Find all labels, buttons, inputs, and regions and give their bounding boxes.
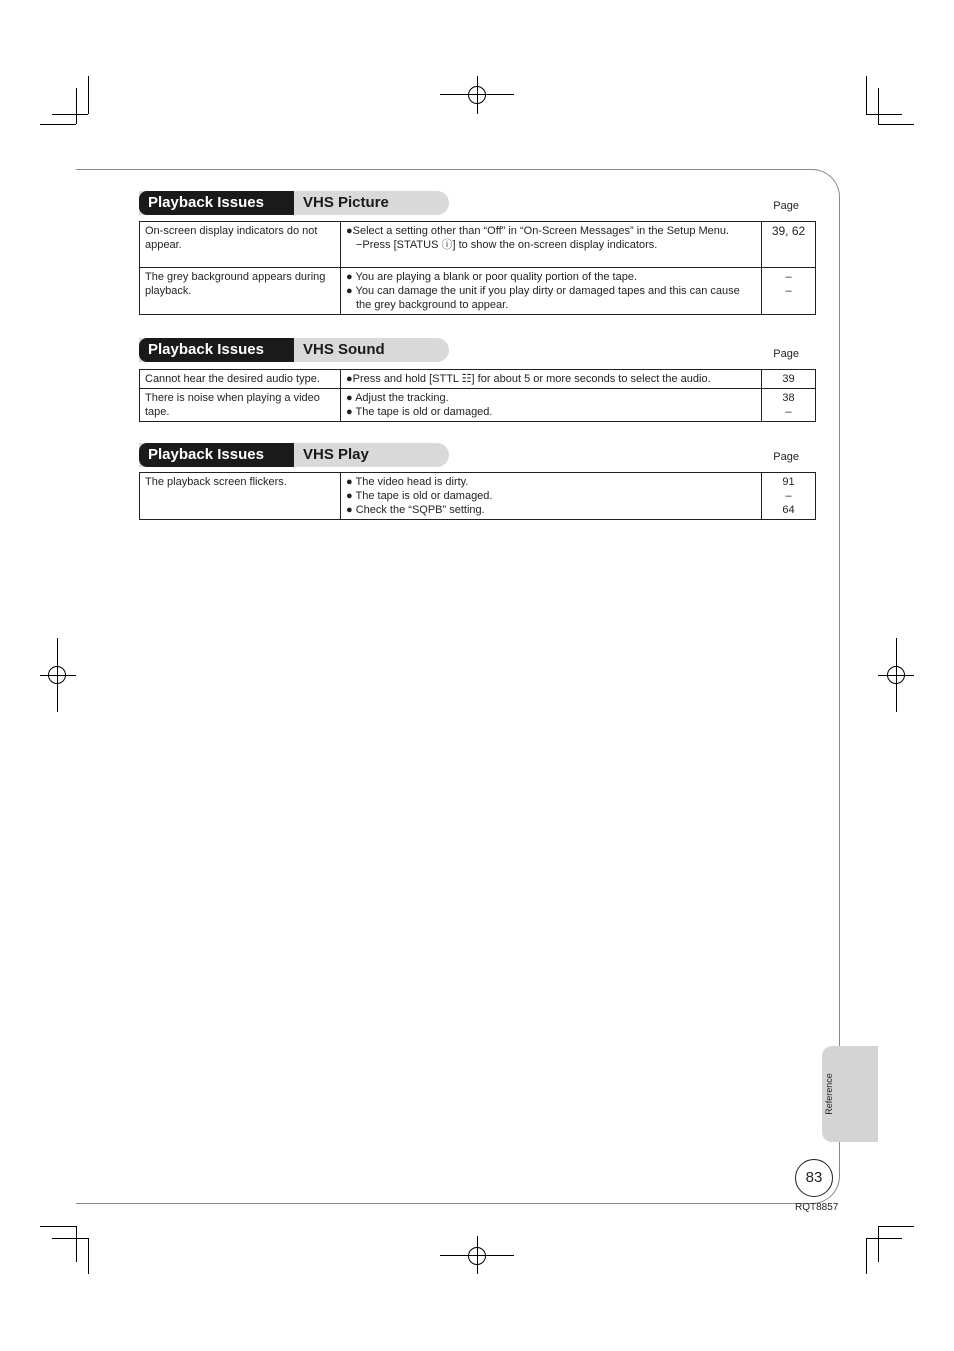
problem-cell: On-screen display indicators do not appear. [140,222,341,268]
section-vhs-picture [139,191,816,315]
topic-label: VHS Sound [303,341,385,358]
page-cell [762,268,816,315]
page-cell [762,222,816,268]
troubleshooting-table [139,472,816,520]
solution-line: ● The video head is dirty. [346,476,469,488]
page-column-label: Page [773,200,799,212]
section-header [139,443,816,467]
category-label: Playback Issues [148,194,264,211]
page-ref: 64 [782,504,795,516]
solution-line: ● You are playing a blank or poor quality portion of the tape. [346,271,638,283]
section-vhs-sound [139,338,816,422]
section-header [139,338,816,362]
section-vhs-play [139,443,816,520]
category-label: Playback Issues [148,446,264,463]
solution-line: ●Press and hold [STTL ☷] for about 5 or more seconds to select the audio. [346,373,711,385]
page-ref: – [785,490,792,502]
page-frame [76,169,840,1204]
solution-cell [341,370,762,389]
page-column-label: Page [773,451,799,463]
problem-cell: The grey background appears during playback. [140,268,341,315]
table-row [140,222,816,268]
document-code: RQT8857 [795,1202,839,1213]
solution-line: ● The tape is old or damaged. [346,490,493,502]
solution-line: ● Check the “SQPB” setting. [346,504,485,516]
solution-line: −Press [STATUS ⓘ] to show the on-screen display indicators. [356,239,658,251]
solution-line: ● The tape is old or damaged. [346,406,493,418]
page-ref: 39 [782,373,795,385]
table-row [140,268,816,315]
reference-tab-label: Reference [824,1073,834,1115]
topic-label: VHS Play [303,446,369,463]
solution-line: ● Adjust the tracking. [346,392,449,404]
table-row [140,473,816,520]
table-row [140,389,816,422]
page-ref: – [785,271,792,283]
page-ref: 39, 62 [771,224,806,238]
page-ref: – [785,285,792,297]
table-row [140,370,816,389]
page-ref: 91 [782,476,795,488]
problem-cell: There is noise when playing a video tape. [140,389,341,422]
page-number: 83 [795,1159,833,1197]
solution-line: ● You can damage the unit if you play dirty or damaged tapes and this can cause the grey background to appear. [346,285,740,311]
troubleshooting-table [139,221,816,315]
solution-cell [341,222,762,268]
page-ref: 38 [782,392,795,404]
page-cell [762,370,816,389]
section-header [139,191,816,215]
page-column-label: Page [773,348,799,360]
page-cell [762,389,816,422]
solution-line: ●Select a setting other than “Off” in “On-Screen Messages” in the Setup Menu. [346,225,730,237]
page-ref: – [785,406,792,418]
page-cell [762,473,816,520]
topic-label: VHS Picture [303,194,389,211]
category-label: Playback Issues [148,341,264,358]
solution-cell [341,389,762,422]
problem-cell: Cannot hear the desired audio type. [140,370,341,389]
problem-cell: The playback screen flickers. [140,473,341,520]
solution-cell [341,473,762,520]
troubleshooting-table [139,369,816,422]
solution-cell [341,268,762,315]
